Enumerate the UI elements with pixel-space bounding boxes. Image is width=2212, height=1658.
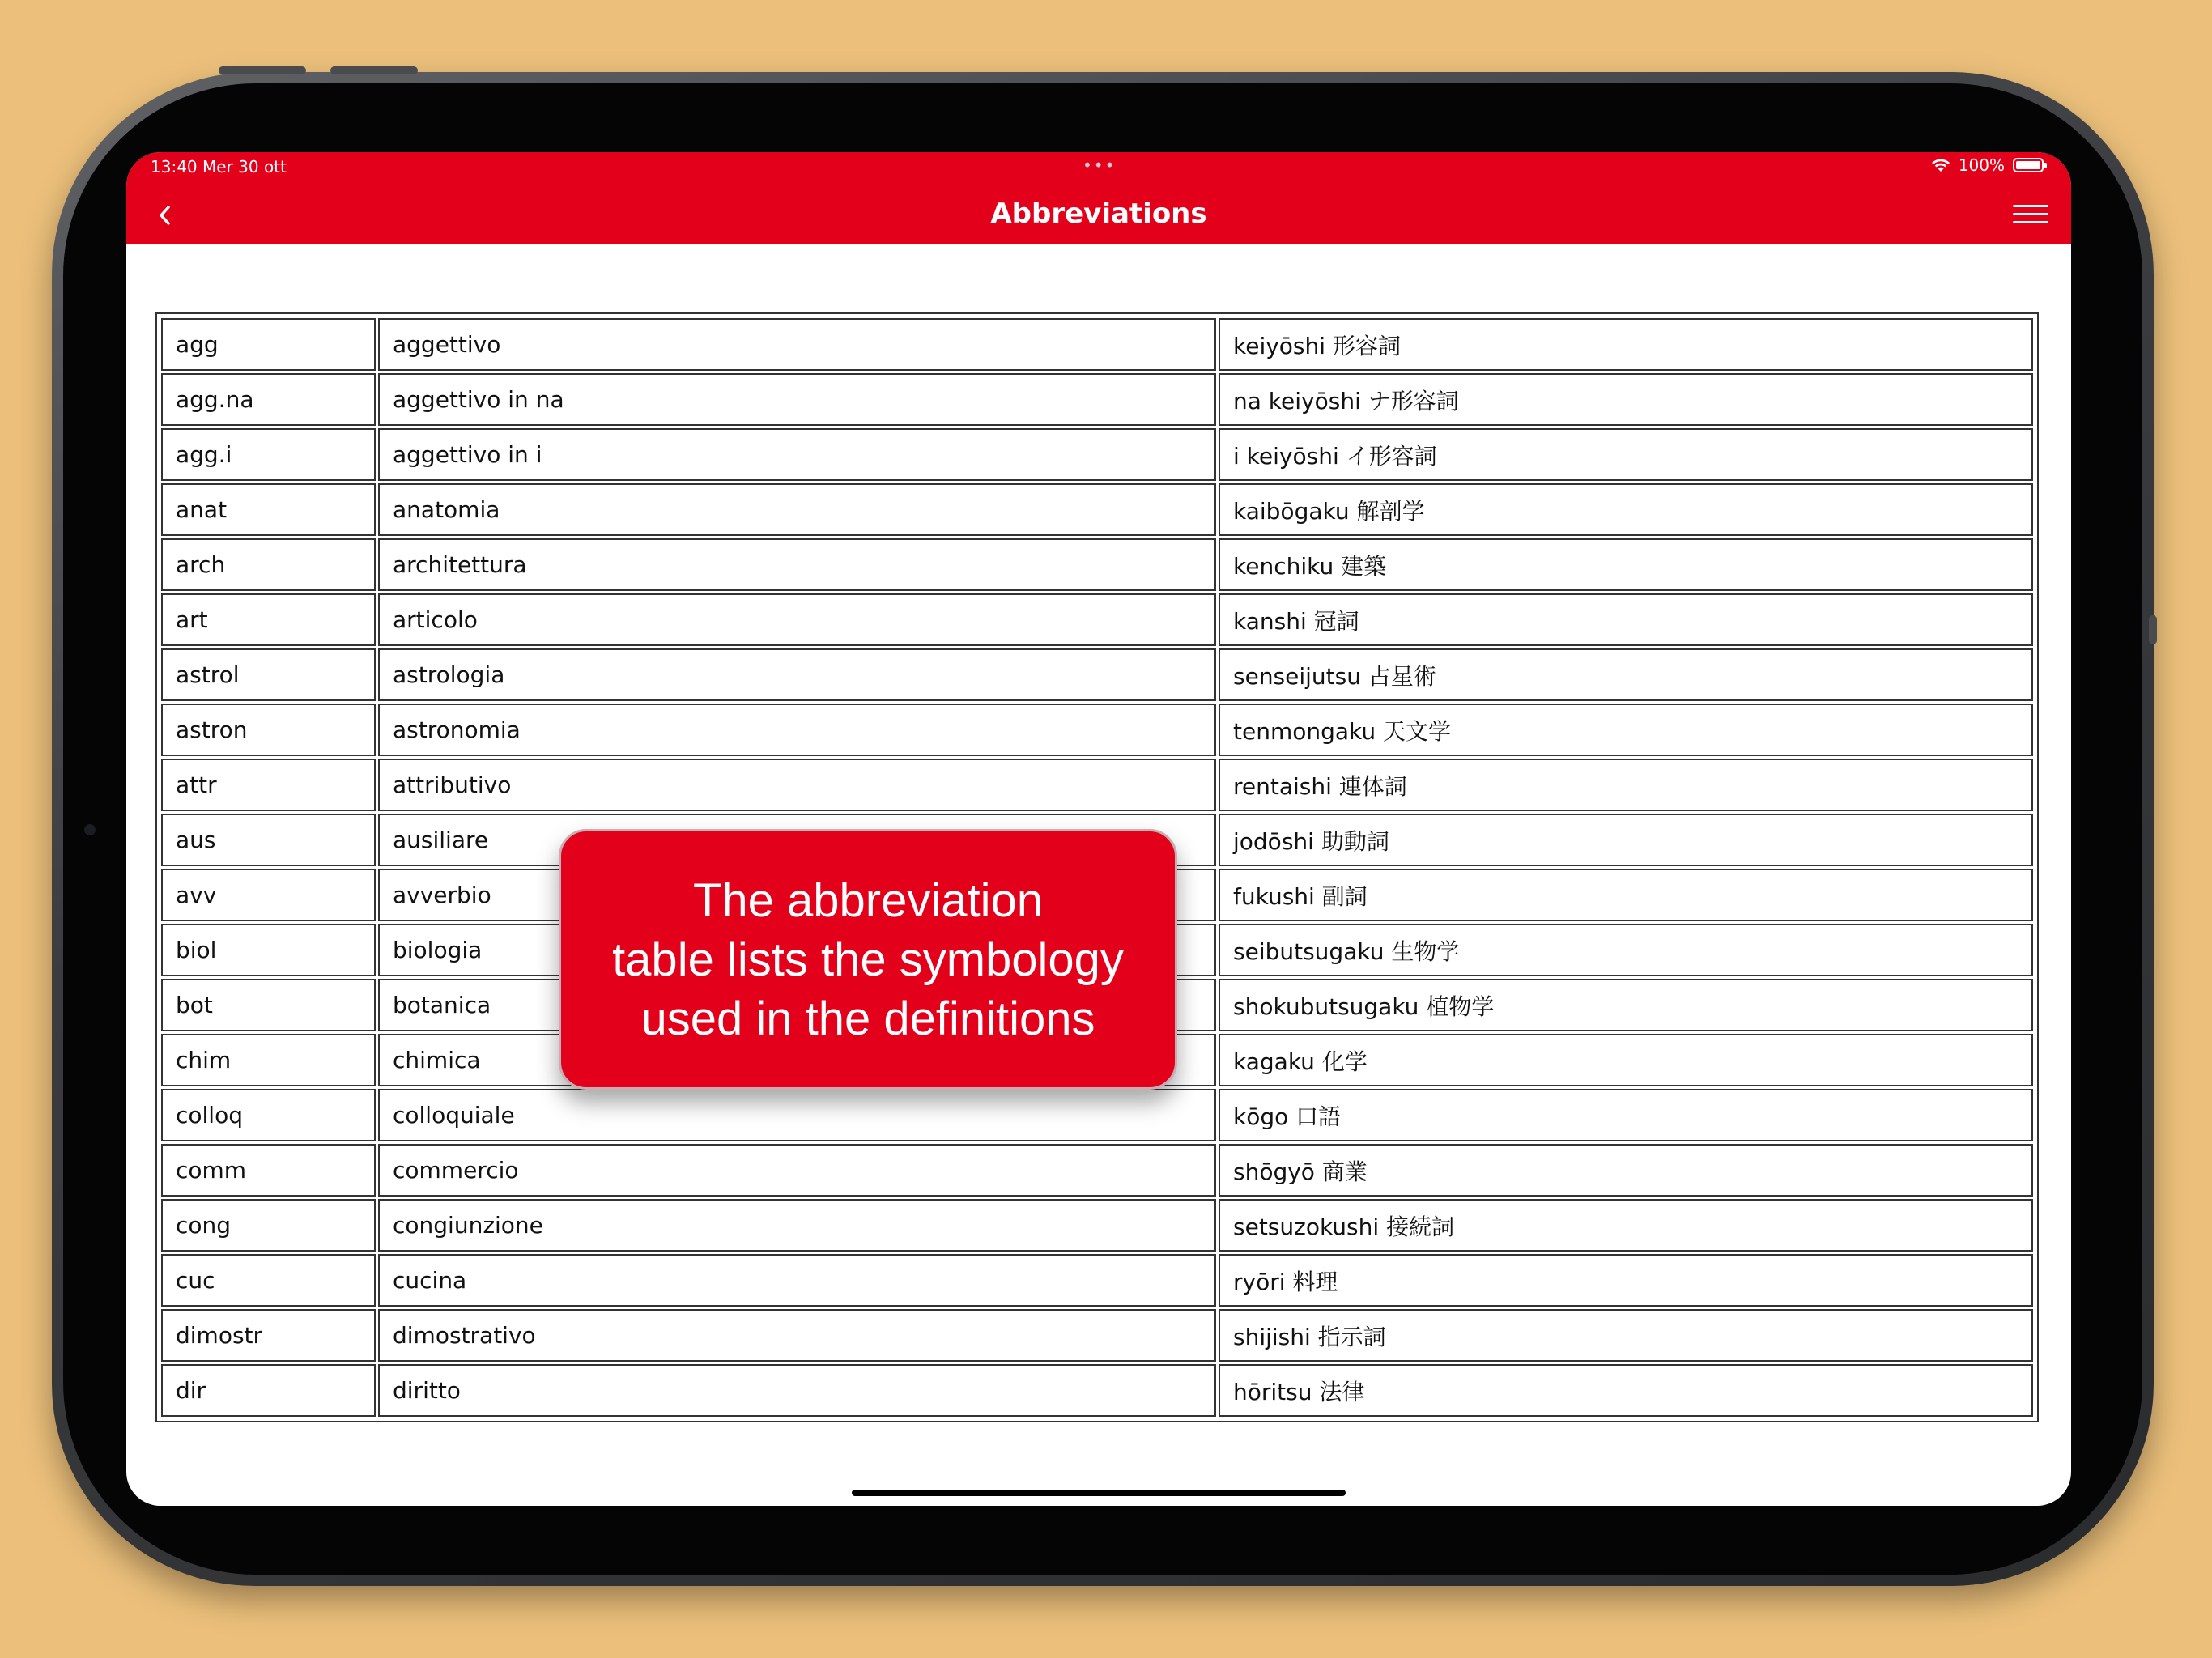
abbreviation-cell: agg.i bbox=[161, 428, 376, 481]
abbreviation-cell: aus bbox=[161, 814, 376, 866]
abbreviation-cell: colloq bbox=[161, 1089, 376, 1141]
italian-meaning-cell: architettura bbox=[378, 538, 1216, 591]
italian-meaning-cell: cucina bbox=[378, 1254, 1216, 1307]
japanese-meaning-cell: kagaku 化学 bbox=[1219, 1034, 2033, 1086]
japanese-meaning-cell: kōgo 口語 bbox=[1219, 1089, 2033, 1141]
japanese-meaning-cell: shokubutsugaku 植物学 bbox=[1219, 979, 2033, 1031]
abbreviation-cell: cuc bbox=[161, 1254, 376, 1307]
home-indicator[interactable] bbox=[852, 1490, 1346, 1496]
table-row bbox=[161, 1254, 2033, 1307]
table-row bbox=[161, 1199, 2033, 1252]
italian-meaning-cell: congiunzione bbox=[378, 1199, 1216, 1252]
abbreviation-cell: anat bbox=[161, 483, 376, 536]
table-row bbox=[161, 1309, 2033, 1362]
table-row bbox=[161, 704, 2033, 756]
hamburger-menu-icon[interactable] bbox=[2013, 199, 2050, 232]
table-row bbox=[161, 593, 2033, 646]
table-row bbox=[161, 428, 2033, 481]
abbreviation-cell: agg bbox=[161, 318, 376, 371]
abbreviation-cell: agg.na bbox=[161, 373, 376, 426]
abbreviation-cell: dimostr bbox=[161, 1309, 376, 1362]
abbreviation-cell: arch bbox=[161, 538, 376, 591]
abbreviation-cell: art bbox=[161, 593, 376, 646]
front-camera bbox=[84, 824, 96, 835]
italian-meaning-cell: aggettivo in i bbox=[378, 428, 1216, 481]
volume-down-button bbox=[330, 66, 418, 74]
abbreviation-cell: avv bbox=[161, 869, 376, 921]
japanese-meaning-cell: keiyōshi 形容詞 bbox=[1219, 318, 2033, 371]
italian-meaning-cell: avverbio bbox=[378, 869, 1216, 921]
japanese-meaning-cell: shōgyō 商業 bbox=[1219, 1144, 2033, 1197]
abbreviation-cell: comm bbox=[161, 1144, 376, 1197]
japanese-meaning-cell: fukushi 副詞 bbox=[1219, 869, 2033, 921]
callout-line-2: table lists the symbology bbox=[612, 933, 1124, 986]
table-row bbox=[161, 759, 2033, 811]
abbreviation-cell: bot bbox=[161, 979, 376, 1031]
table-row bbox=[161, 648, 2033, 701]
japanese-meaning-cell: kenchiku 建築 bbox=[1219, 538, 2033, 591]
japanese-meaning-cell: rentaishi 連体詞 bbox=[1219, 759, 2033, 811]
japanese-meaning-cell: senseijutsu 占星術 bbox=[1219, 648, 2033, 701]
abbreviation-cell: astrol bbox=[161, 648, 376, 701]
callout-text bbox=[576, 871, 1159, 1048]
volume-up-button bbox=[219, 66, 306, 74]
battery-percentage: 100% bbox=[1958, 155, 2005, 175]
wifi-icon bbox=[1931, 158, 1950, 172]
abbreviation-cell: biol bbox=[161, 924, 376, 976]
italian-meaning-cell: astrologia bbox=[378, 648, 1216, 701]
feature-callout bbox=[559, 829, 1177, 1090]
japanese-meaning-cell: i keiyōshi イ形容詞 bbox=[1219, 428, 2033, 481]
japanese-meaning-cell: hōritsu 法律 bbox=[1219, 1364, 2033, 1417]
japanese-meaning-cell: tenmongaku 天文学 bbox=[1219, 704, 2033, 756]
abbreviation-cell: dir bbox=[161, 1364, 376, 1417]
callout-line-1: The abbreviation bbox=[692, 874, 1044, 927]
table-row bbox=[161, 373, 2033, 426]
japanese-meaning-cell: na keiyōshi ナ形容詞 bbox=[1219, 373, 2033, 426]
japanese-meaning-cell: jodōshi 助動詞 bbox=[1219, 814, 2033, 866]
italian-meaning-cell: dimostrativo bbox=[378, 1309, 1216, 1362]
italian-meaning-cell: articolo bbox=[378, 593, 1216, 646]
abbreviation-cell: attr bbox=[161, 759, 376, 811]
table-row bbox=[161, 538, 2033, 591]
italian-meaning-cell: astronomia bbox=[378, 704, 1216, 756]
battery-icon bbox=[2013, 158, 2044, 172]
navigation-bar bbox=[126, 152, 2071, 244]
japanese-meaning-cell: kaibōgaku 解剖学 bbox=[1219, 483, 2033, 536]
table-row bbox=[161, 1089, 2033, 1141]
table-row bbox=[161, 483, 2033, 536]
italian-meaning-cell: aggettivo bbox=[378, 318, 1216, 371]
italian-meaning-cell: ausiliare bbox=[378, 814, 1216, 866]
page-title: Abbreviations bbox=[990, 198, 1207, 230]
italian-meaning-cell: attributivo bbox=[378, 759, 1216, 811]
callout-line-3: used in the definitions bbox=[640, 992, 1095, 1045]
italian-meaning-cell: anatomia bbox=[378, 483, 1216, 536]
abbreviation-cell: cong bbox=[161, 1199, 376, 1252]
multitasking-dots[interactable]: ••• bbox=[1083, 155, 1117, 175]
italian-meaning-cell: diritto bbox=[378, 1364, 1216, 1417]
japanese-meaning-cell: seibutsugaku 生物学 bbox=[1219, 924, 2033, 976]
japanese-meaning-cell: setsuzokushi 接続詞 bbox=[1219, 1199, 2033, 1252]
table-row bbox=[161, 318, 2033, 371]
status-indicators bbox=[1931, 155, 2044, 175]
japanese-meaning-cell: shijishi 指示詞 bbox=[1219, 1309, 2033, 1362]
italian-meaning-cell: commercio bbox=[378, 1144, 1216, 1197]
abbreviation-cell: astron bbox=[161, 704, 376, 756]
italian-meaning-cell: colloquiale bbox=[378, 1089, 1216, 1141]
japanese-meaning-cell: kanshi 冠詞 bbox=[1219, 593, 2033, 646]
table-row bbox=[161, 1364, 2033, 1417]
italian-meaning-cell: aggettivo in na bbox=[378, 373, 1216, 426]
status-time-date: 13:40 Mer 30 ott bbox=[151, 157, 287, 176]
side-button bbox=[2149, 615, 2157, 644]
abbreviation-cell: chim bbox=[161, 1034, 376, 1086]
italian-meaning-cell: biologia bbox=[378, 924, 1216, 976]
japanese-meaning-cell: ryōri 料理 bbox=[1219, 1254, 2033, 1307]
italian-meaning-cell: chimica bbox=[378, 1034, 1216, 1086]
table-row bbox=[161, 1144, 2033, 1197]
italian-meaning-cell: botanica bbox=[378, 979, 1216, 1031]
